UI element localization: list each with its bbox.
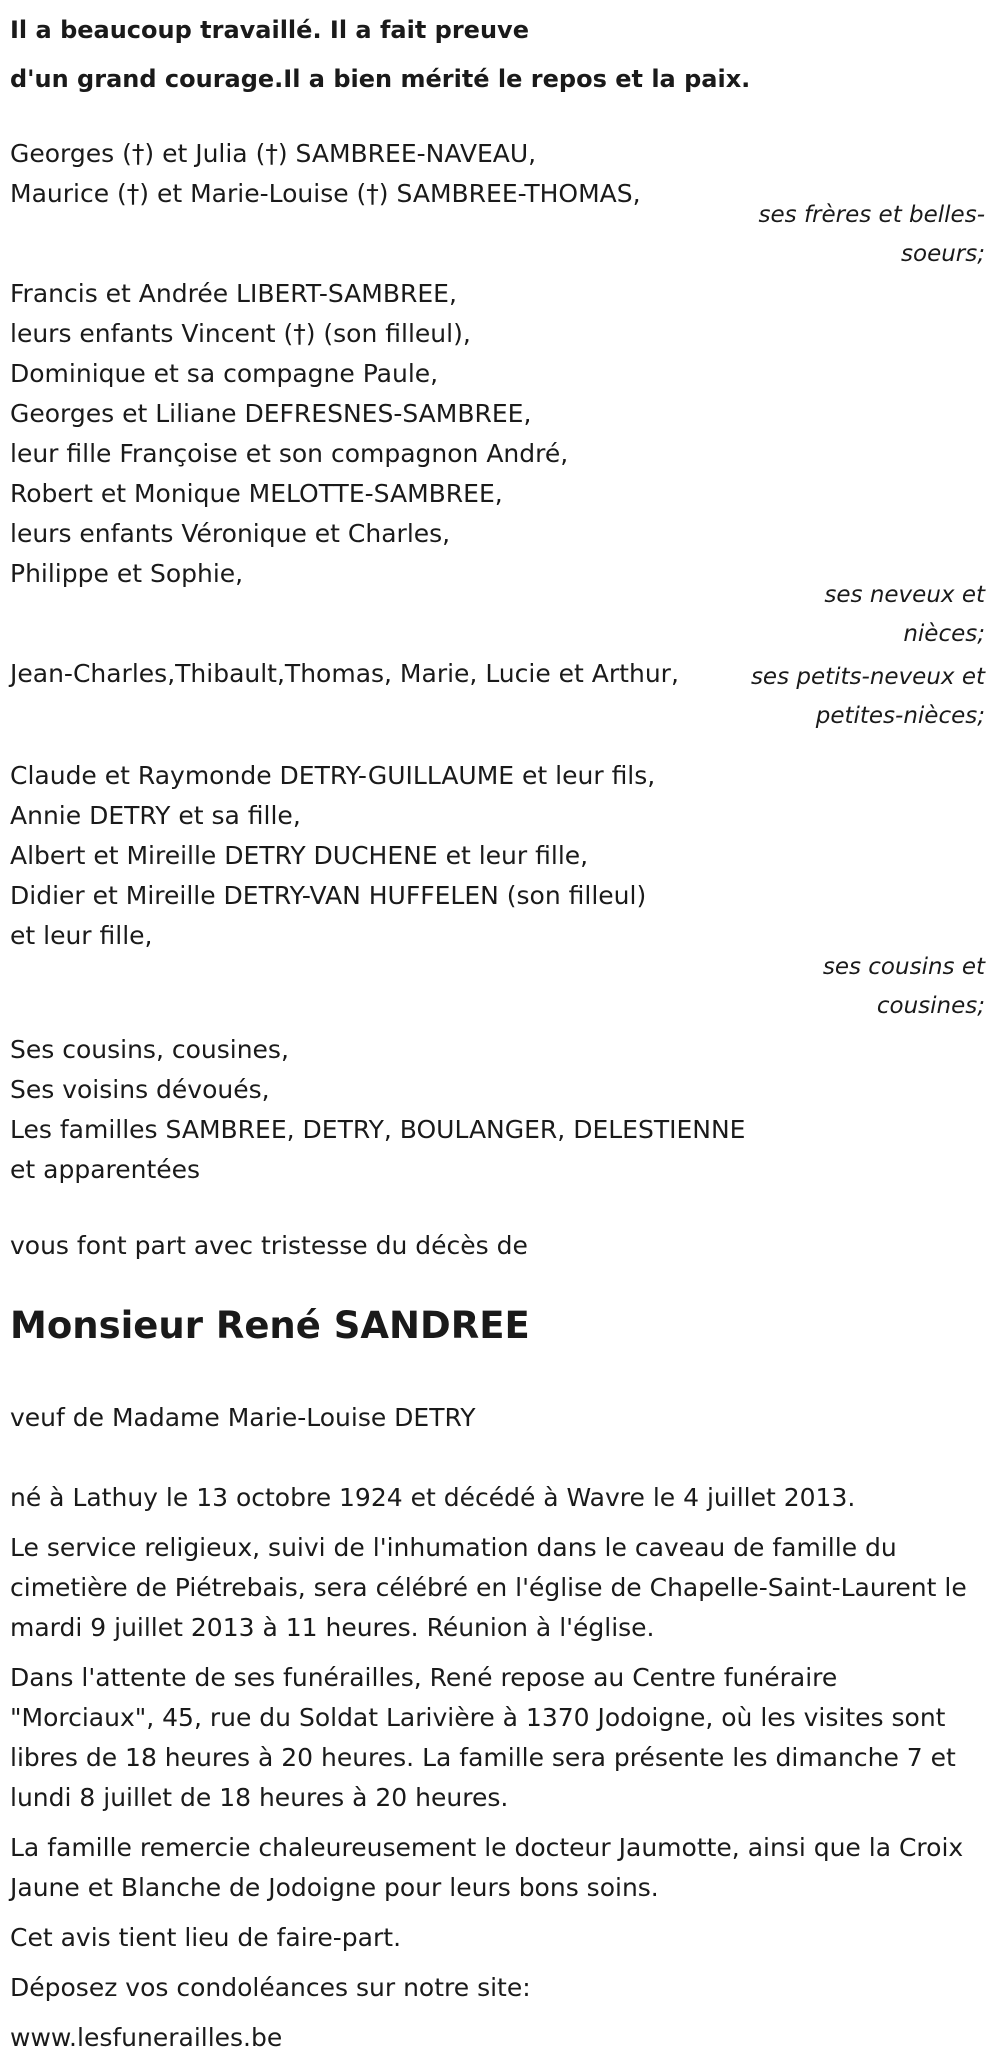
announcement-text: vous font part avec tristesse du décès de (10, 1231, 528, 1260)
family-line: Maurice (†) et Marie-Louise (†) SAMBREE-THOMAS, (10, 179, 641, 208)
family-line: Didier et Mireille DETRY-VAN HUFFELEN (son filleul) (10, 881, 647, 910)
intro-quote (10, 6, 985, 104)
birth-death-paragraph: né à Lathuy le 13 octobre 1924 et décédé à Wavre le 4 juillet 2013. (10, 1483, 856, 1512)
intro-line-2: d'un grand courage.Il a bien mérité le repos et la paix. (10, 65, 751, 93)
family-line: Jean-Charles,Thibault,Thomas, Marie, Lucie et Arthur, (10, 659, 679, 688)
family-line: et apparentées (10, 1155, 201, 1184)
family-line: Albert et Mireille DETRY DUCHENE et leur fille, (10, 841, 589, 870)
family-group-siblings (10, 134, 985, 267)
family-line: Claude et Raymonde DETRY-GUILLAUME et leur fils, (10, 761, 656, 790)
family-group-nephews (10, 274, 985, 647)
family-line: Robert et Monique MELOTTE-SAMBREE, (10, 479, 503, 508)
family-line: Philippe et Sophie, (10, 559, 244, 588)
deceased-name: Monsieur René SANDREE (10, 1304, 530, 1347)
condolences-paragraph: Déposez vos condoléances sur notre site: (10, 1973, 531, 2002)
family-line: Dominique et sa compagne Paule, (10, 359, 439, 388)
service-paragraph: Le service religieux, suivi de l'inhumation dans le caveau de famille du cimetière de Piétrebais, sera célébré en l'église de Chapelle-Saint-Laurent le mardi 9 juillet 2013 à 11 heures. Réunion à l'église. (10, 1533, 967, 1642)
thanks-paragraph: La famille remercie chaleureusement le docteur Jaumotte, ainsi que la Croix Jaune et Blanche de Jodoigne pour leurs bons soins. (10, 1833, 964, 1902)
family-line: Les familles SAMBREE, DETRY, BOULANGER, DELESTIENNE (10, 1115, 746, 1144)
family-group-cousins (10, 756, 985, 1019)
family-line: Francis et Andrée LIBERT-SAMBREE, (10, 279, 457, 308)
widower-of: veuf de Madame Marie-Louise DETRY (10, 1403, 476, 1432)
intro-line-1: Il a beaucoup travaillé. Il a fait preuve (10, 16, 529, 44)
relationship-label: ses frères et belles- soeurs; (758, 202, 985, 267)
visitation-paragraph: Dans l'attente de ses funérailles, René repose au Centre funéraire "Morciaux", 45, rue du Soldat Larivière à 1370 Jodoigne, où les visites sont libres de 18 heures à 20 heures. La famille sera présente les dimanche 7 et lundi 8 juillet de 18 heures à 20 heures. (10, 1663, 956, 1812)
details-section (10, 1478, 985, 2068)
relationship-label: ses petits-neveux et petites-nièces; (750, 664, 985, 729)
family-line: Ses voisins dévoués, (10, 1075, 270, 1104)
family-line: leurs enfants Véronique et Charles, (10, 519, 451, 548)
family-group-grandnephews (10, 654, 985, 729)
family-line: Annie DETRY et sa fille, (10, 801, 301, 830)
family-line: Ses cousins, cousines, (10, 1035, 289, 1064)
relationship-label: ses neveux et nièces; (824, 582, 985, 647)
family-line: Georges et Liliane DEFRESNES-SAMBREE, (10, 399, 532, 428)
relationship-label: ses cousins et cousines; (822, 954, 985, 1019)
family-line: leur fille Françoise et son compagnon André, (10, 439, 569, 468)
notice-paragraph: Cet avis tient lieu de faire-part. (10, 1923, 402, 1952)
family-group-others (10, 1030, 985, 1190)
family-line: leurs enfants Vincent (†) (son filleul), (10, 319, 471, 348)
family-line: Georges (†) et Julia (†) SAMBREE-NAVEAU, (10, 139, 537, 168)
family-line: et leur fille, (10, 921, 153, 950)
website-link[interactable]: www.lesfunerailles.be (10, 2023, 283, 2052)
